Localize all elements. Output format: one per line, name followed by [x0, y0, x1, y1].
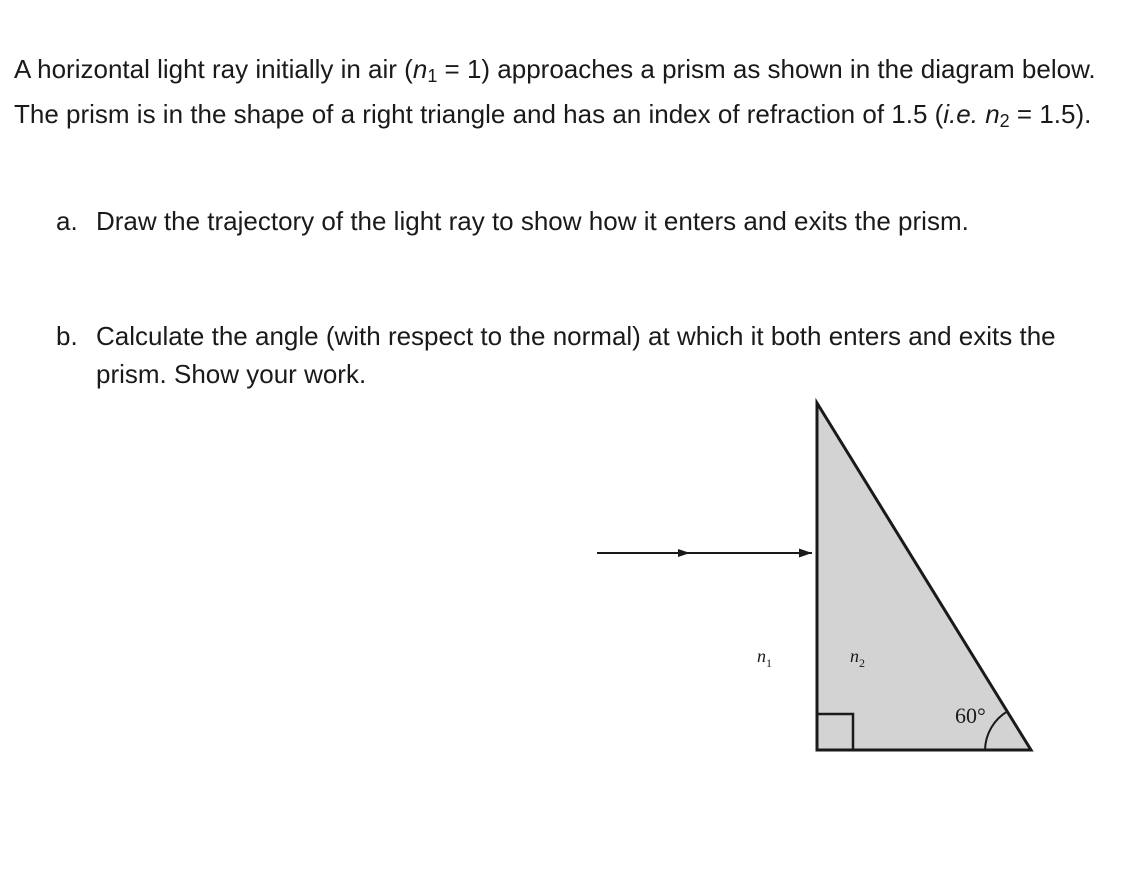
n1-subscript: 1 — [427, 66, 438, 86]
n2-symbol: n — [977, 99, 1000, 129]
ie-text: i.e. — [943, 99, 978, 129]
intro-text-1: A horizontal light ray initially in air ( — [14, 54, 413, 84]
intro-text-2: = 1) approaches a prism as shown in the diagram below. The prism is in the shape of a right triangle and has an index of refraction of 1.5 ( — [14, 54, 1096, 129]
prism-triangle — [817, 403, 1031, 750]
n2-label: $n_2$ — [850, 646, 865, 670]
n1-label: $n_1$ — [757, 646, 772, 670]
n2-subscript: 2 — [999, 111, 1010, 131]
ray-arrow-middle — [678, 549, 690, 557]
question-b-marker: b. — [56, 321, 78, 351]
n1-symbol: n — [412, 54, 428, 84]
intro-text-3: = 1.5). — [1009, 99, 1092, 129]
angle-label: 60° — [955, 703, 986, 728]
question-a-marker: a. — [56, 206, 78, 236]
question-a-text: Draw the trajectory of the light ray to show how it enters and exits the prism. — [96, 206, 969, 236]
question-b-text: Calculate the angle (with respect to the normal) at which it both enters and exits the prism. Show your work. — [96, 321, 1056, 389]
ray-arrow-end — [799, 549, 812, 558]
